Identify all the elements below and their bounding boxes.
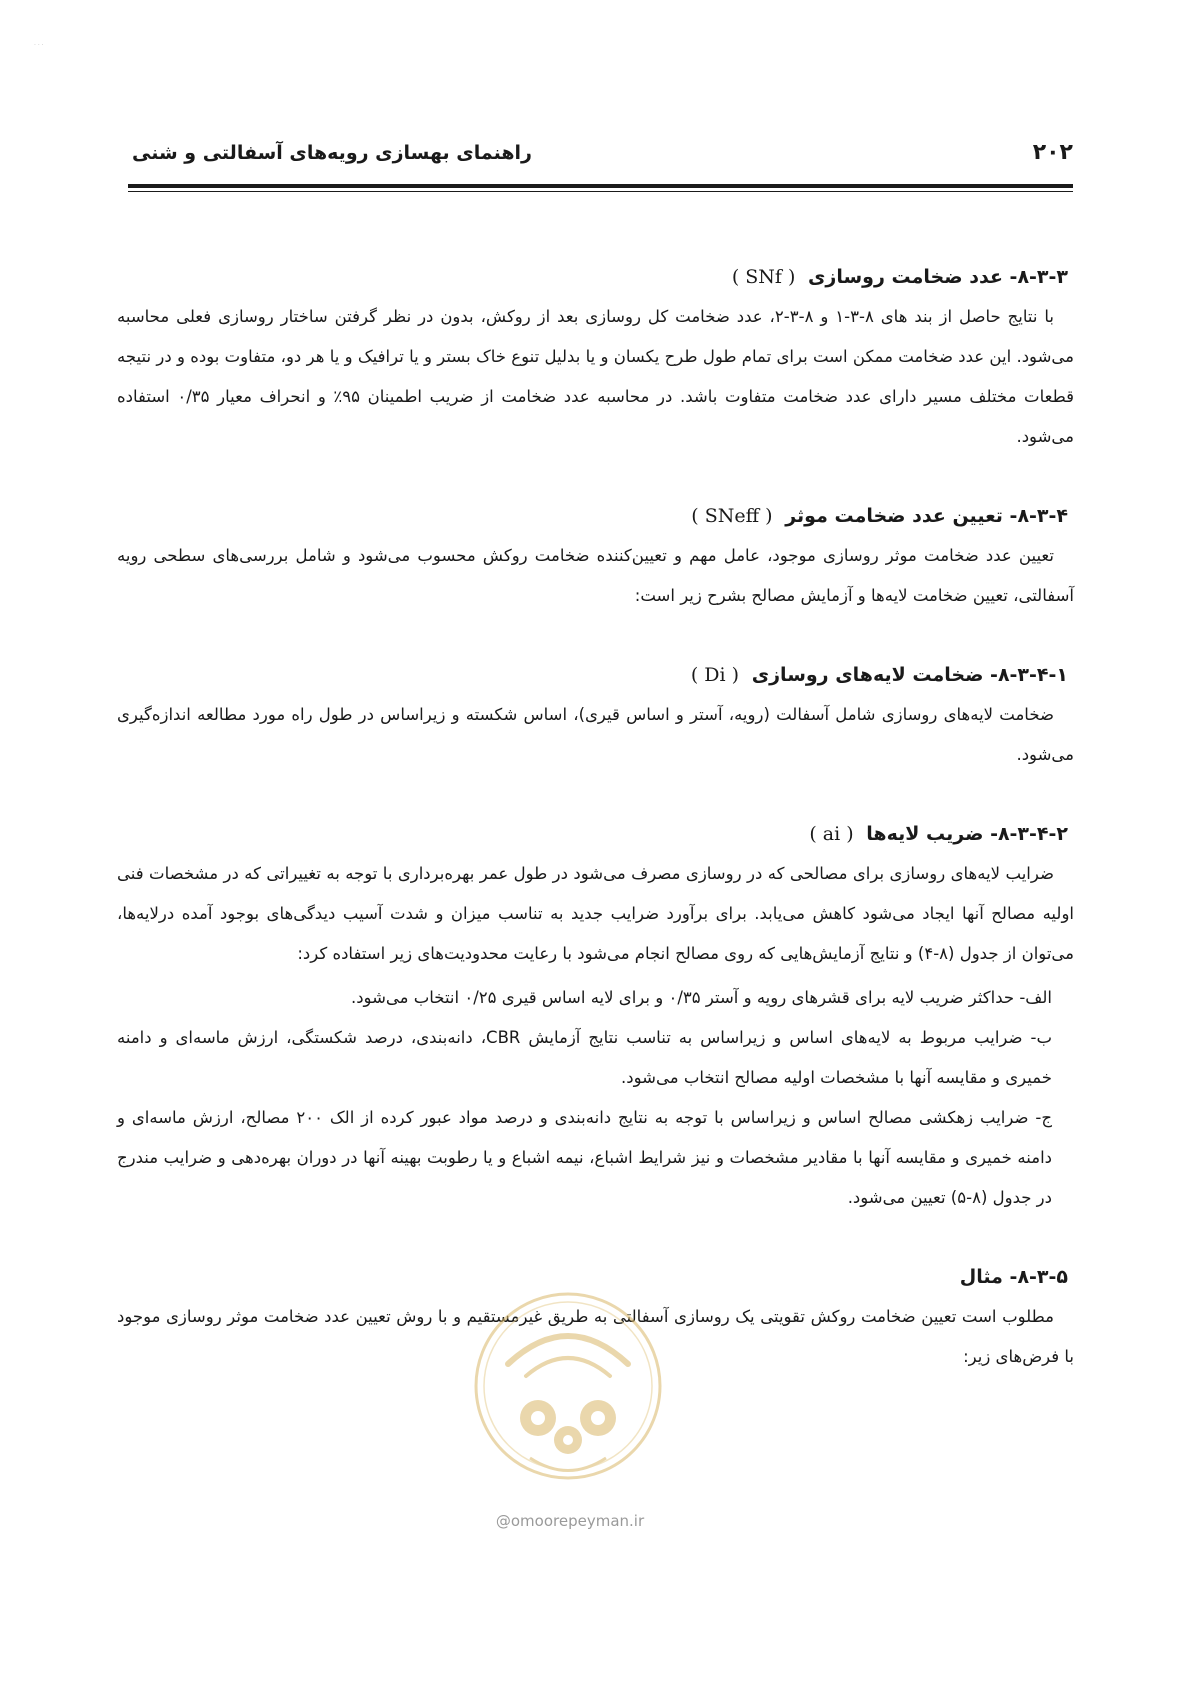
heading-text: ۸-۳-۳- عدد ضخامت روسازی xyxy=(808,266,1068,288)
header-rule-thin xyxy=(128,191,1073,192)
section-heading xyxy=(117,1262,1074,1292)
watermark-url: @omoorepeyman.ir xyxy=(495,1512,645,1530)
heading-text: ۸-۳-۴-۱- ضخامت لایه‌های روسازی xyxy=(751,664,1068,686)
section-8-3-4 xyxy=(117,501,1074,616)
list-item: ج- ضرایب زهکشی مصالح اساس و زیراساس با توجه به نتایج دانه‌بندی و درصد مواد عبور کرده از الک ۲۰۰ مصالح، ارزش ماسه‌ای و دامنه خمیری و مقایسه آنها با مقادیر مشخصات و نیز شرایط اشباع، نیمه اشباع و یا رطوبت بهینه آنها در دوران بهره‌دهی و ضرایب مندرج در جدول (۸-۵) تعیین می‌شود. xyxy=(117,1108,1052,1207)
section-paragraph: ضخامت لایه‌های روسازی شامل آسفالت (رویه، آستر و اساس قیری)، اساس شکسته و زیراساس در طول راه مورد مطالعه اندازه‌گیری می‌شود. xyxy=(117,705,1074,764)
heading-symbol: ( ai ) xyxy=(809,823,854,845)
section-heading xyxy=(117,660,1074,690)
section-paragraph: ضرایب لایه‌های روسازی برای مصالحی که در روسازی مصرف می‌شود در طول عمر بهره‌برداری با توجه به تغییراتی که در مشخصات فنی اولیه مصالح آنها ایجاد می‌شود کاهش می‌یابد. برای برآورد ضرایب جدید به تناسب میزان و شدت آسیب دیدگی‌های بوجود آمده درلایه‌ها، می‌توان از جدول (۸-۴) و نتایج آزمایش‌هایی که روی مصالح انجام می‌شود با رعایت محدودیت‌های زیر استفاده کرد: xyxy=(117,864,1074,963)
page-content xyxy=(117,262,1074,1377)
section-8-3-5 xyxy=(117,1262,1074,1377)
section-8-3-4-1 xyxy=(117,660,1074,775)
page-header xyxy=(118,140,1073,180)
section-paragraph: تعیین عدد ضخامت موثر روسازی موجود، عامل مهم و تعیین‌کننده ضخامت روکش محسوب می‌شود و شامل بررسی‌های سطحی رویه آسفالتی، تعیین ضخامت لایه‌ها و آزمایش مصالح بشرح زیر است: xyxy=(117,546,1074,605)
heading-symbol: ( Di ) xyxy=(690,664,740,686)
section-heading xyxy=(117,262,1074,292)
running-title: راهنمای بهسازی رویه‌های آسفالتی و شنی xyxy=(132,142,532,164)
scan-artifact: · · · xyxy=(34,42,44,49)
list-item: الف- حداکثر ضریب لایه برای قشرهای رویه و آستر ۰/۳۵ و برای لایه اساس قیری ۰/۲۵ انتخاب می‌شود. xyxy=(350,988,1052,1007)
section-paragraph: با نتایج حاصل از بند های ۸-۳-۱ و ۸-۳-۲، عدد ضخامت کل روسازی بعد از روکش، بدون در نظر گرفتن ساختار روسازی فعلی محاسبه می‌شود. این عدد ضخامت ممکن است برای تمام طول طرح یکسان و یا بدلیل تنوع خاک بستر و یا ترافیک و یا هر دو، متفاوت بوده و در نتیجه قطعات مختلف مسیر دارای عدد ضخامت متفاوت باشد. در محاسبه عدد ضخامت از ضریب اطمینان ۹۵٪ و انحراف معیار ۰/۳۵ استفاده می‌شود. xyxy=(117,307,1074,446)
heading-symbol: ( SNf ) xyxy=(731,266,796,288)
section-8-3-4-2 xyxy=(117,819,1074,1218)
section-heading xyxy=(117,819,1074,849)
heading-symbol: ( SNeff ) xyxy=(691,505,773,527)
heading-text: ۸-۳-۴-۲- ضریب لایه‌ها xyxy=(866,823,1068,845)
section-paragraph: مطلوب است تعیین ضخامت روکش تقویتی یک روسازی آسفالتی به طریق غیرمستقیم و با روش تعیین عدد ضخامت موثر روسازی موجود با فرض‌های زیر: xyxy=(117,1307,1074,1366)
heading-text: ۸-۳-۵- مثال xyxy=(959,1266,1068,1288)
section-heading xyxy=(117,501,1074,531)
section-8-3-3 xyxy=(117,262,1074,457)
header-rule-thick xyxy=(128,184,1073,188)
page-number: ۲۰۲ xyxy=(1032,140,1073,165)
list-item: ب- ضرایب مربوط به لایه‌های اساس و زیراساس به تناسب نتایج آزمایش CBR، دانه‌بندی، درصد شکستگی، ارزش ماسه‌ای و دامنه خمیری و مقایسه آنها با مشخصات اولیه مصالح انتخاب می‌شود. xyxy=(117,1028,1052,1087)
heading-text: ۸-۳-۴- تعیین عدد ضخامت موثر xyxy=(785,505,1068,527)
